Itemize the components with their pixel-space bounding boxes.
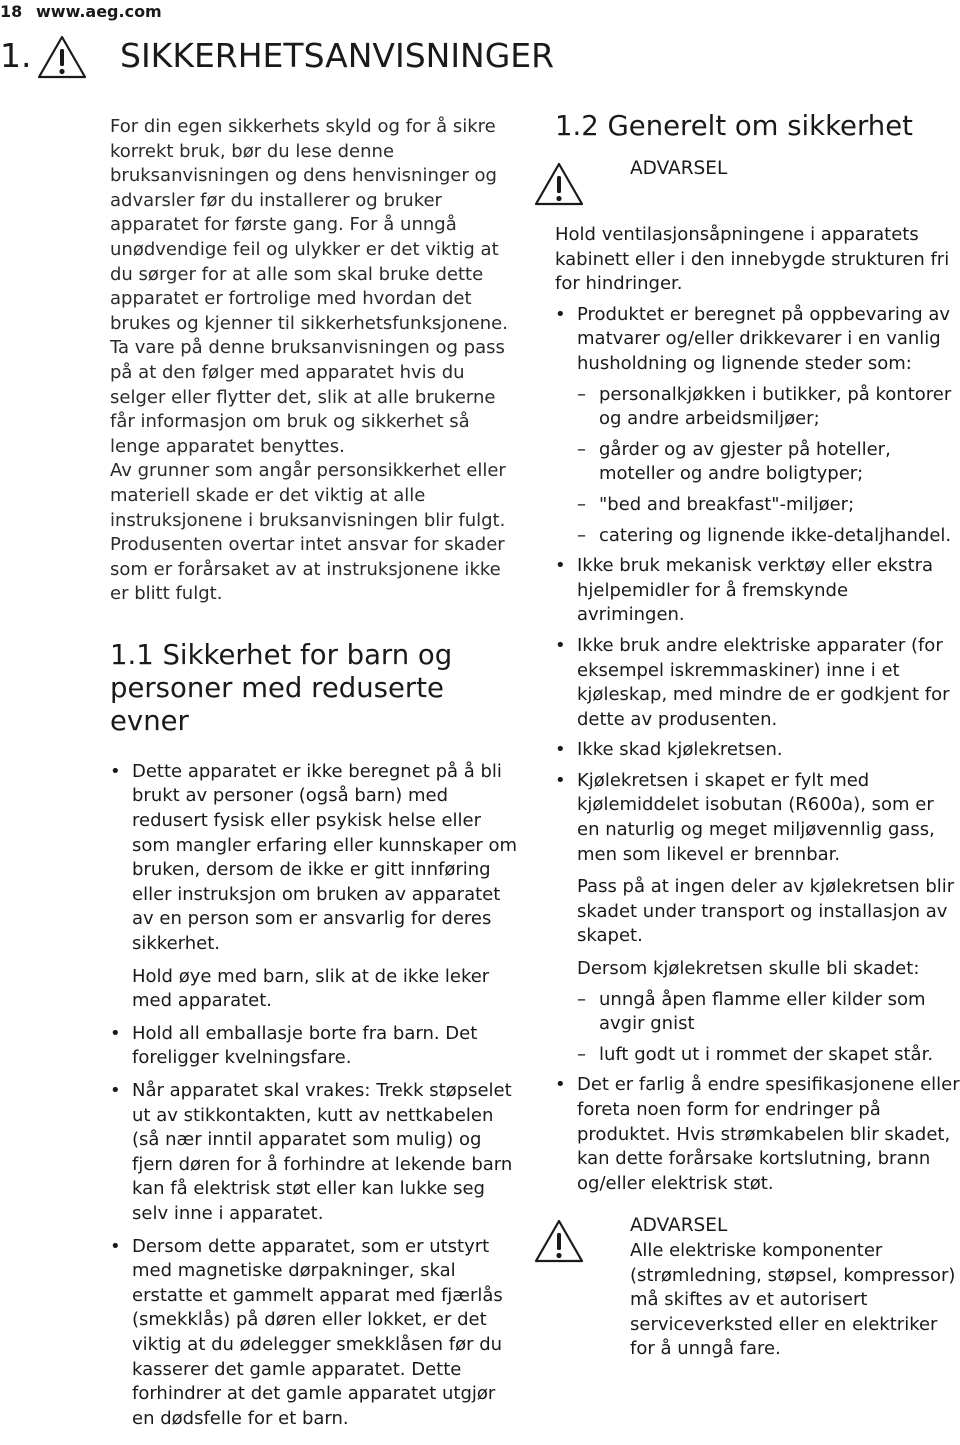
list-item: • Kjølekretsen i skapet er fylt med kjølemiddelet isobutan (R600a), som er en naturlig og meget miljøvennlig gass, men som likevel er brennbar. Pass på at ingen deler av kjølekretsen blir skadet under transport og installasjon av skapet. Dersom kjølekretsen skulle bli skadet: – unngå åpen flamme eller kilder som avgir gnist – luft godt ut i rommet der skapet står. (555, 769, 960, 1068)
warning-label: ADVARSEL (630, 1215, 728, 1237)
dash-item: – gårder og av gjester på hoteller, moteller og andre boligtyper; (577, 438, 960, 487)
list-item: • Ikke bruk mekanisk verktøy eller ekstra hjelpemidler for å fremskynde avrimingen. (555, 554, 960, 628)
right-column (555, 110, 960, 1362)
intro-paragraph-2: Av grunner som angår personsikkerhet eller materiell skade er det viktig at alle instruksjonene i bruksanvisningen blir fulgt. Produsenten overtar intet ansvar for skader som er forårsaket av at instruksjonene ikke er blitt fulgt. (110, 460, 506, 605)
dash-item: – catering og lignende ikke-detaljhandel. (577, 524, 960, 549)
dash-item: – "bed and breakfast"-miljøer; (577, 493, 960, 518)
children-safety-list (110, 760, 520, 1431)
section-1-1-heading: 1.1 Sikkerhet for barn og personer med reduserte evner (110, 638, 453, 737)
header-url: www.aeg.com (36, 2, 162, 21)
list-item: • Ikke bruk andre elektriske apparater (for eksempel iskremmaskiner) inne i et kjøleskap, med mindre de er godkjent for dette av produsenten. (555, 634, 960, 732)
dash-item: – luft godt ut i rommet der skapet står. (577, 1043, 960, 1068)
warning-triangle-icon (533, 1218, 585, 1264)
chapter-title: SIKKERHETSANVISNINGER (120, 36, 555, 75)
page-number: 18 (0, 2, 23, 21)
general-safety-list (555, 303, 960, 1197)
dash-item: – personalkjøkken i butikker, på kontorer og andre arbeidsmiljøer; (577, 383, 960, 432)
left-column (110, 115, 520, 1431)
chapter-number: 1. (0, 36, 32, 75)
warning-block (555, 1214, 960, 1362)
list-item: • Dersom dette apparatet, som er utstyrt med magnetiske dørpakninger, skal erstatte et gammelt apparat med fjærlås (smekklås) på døren eller lokket, er det viktig at du ødelegger smekklåsen før du kasserer det gamle apparatet. Dette forhindrer at det gamle apparatet utgjør en dødsfelle for et barn. (110, 1235, 520, 1432)
warning-block (555, 157, 960, 219)
list-item: • Når apparatet skal vrakes: Trekk støpselet ut av stikkontakten, kutt av nettkabelen (så nær inntil apparatet som mulig) og fjern døren for å forhindre at lekende barn kan få elektrisk støt eller kan lukke seg selv inne i apparatet. (110, 1079, 520, 1227)
list-item: • Ikke skad kjølekretsen. (555, 738, 960, 763)
dash-item: – unngå åpen flamme eller kilder som avgir gnist (577, 988, 960, 1037)
supervision-note: Hold øye med barn, slik at de ikke leker med apparatet. (132, 965, 490, 1012)
usage-locations-list (577, 383, 960, 549)
list-item: • Hold all emballasje borte fra barn. Det foreligger kvelningsfare. (110, 1022, 520, 1071)
warning-triangle-icon (533, 161, 585, 207)
ventilation-paragraph: Hold ventilasjonsåpningene i apparatets kabinett eller i den innebygde strukturen fri for hindringer. (555, 224, 950, 295)
section-1-2-heading: 1.2 Generelt om sikkerhet (555, 110, 913, 142)
list-item: • Produktet er beregnet på oppbevaring av matvarer og/eller drikkevarer i en vanlig husholdning og lignende steder som: – personalkjøkken i butikker, på kontorer og andre arbeidsmiljøer; – gårder og av gjester på hoteller, moteller og andre boligtyper; – "bed and breakfast"-miljøer; – catering og lignende ikke-detaljhandel. (555, 303, 960, 548)
warning-label: ADVARSEL (630, 158, 728, 179)
damage-steps-list (577, 988, 960, 1068)
warning-text: Alle elektriske komponenter (strømledning, støpsel, kompressor) må skiftes av et autorisert serviceverksted eller en elektriker for å unngå fare. (630, 1239, 956, 1360)
list-item: • Det er farlig å endre spesifikasjonene eller foreta noen form for endringer på produktet. Hvis strømkabelen blir skadet, kan dette forårsake kortslutning, brann og/eller elektrisk støt. (555, 1073, 960, 1196)
warning-triangle-icon (36, 34, 88, 80)
intro-paragraph: For din egen sikkerhets skyld og for å sikre korrekt bruk, bør du lese denne bruksanvisningen og dens henvisninger og advarsler før du installerer og bruker apparatet for første gang. For å unngå unødvendige feil og ulykker er det viktig at du sørger for at alle som skal bruke dette apparatet er fortrolige med hvordan det brukes og kjenner til sikkerhetsfunksjonene. Ta vare på denne bruksanvisningen og pass på at den følger med apparatet hvis du selger eller flytter det, slik at alle brukerne får informasjon om bruk og sikkerhet så lenge apparatet benyttes. (110, 116, 508, 457)
list-item: • Dette apparatet er ikke beregnet på å bli brukt av personer (også barn) med redusert fysisk eller psykisk helse eller som mangler erfaring eller kunnskaper om bruken, dersom de ikke er gitt innføring eller instruksjon om bruken av apparatet av en person som er ansvarlig for deres sikkerhet. Hold øye med barn, slik at de ikke leker med apparatet. (110, 760, 520, 1014)
